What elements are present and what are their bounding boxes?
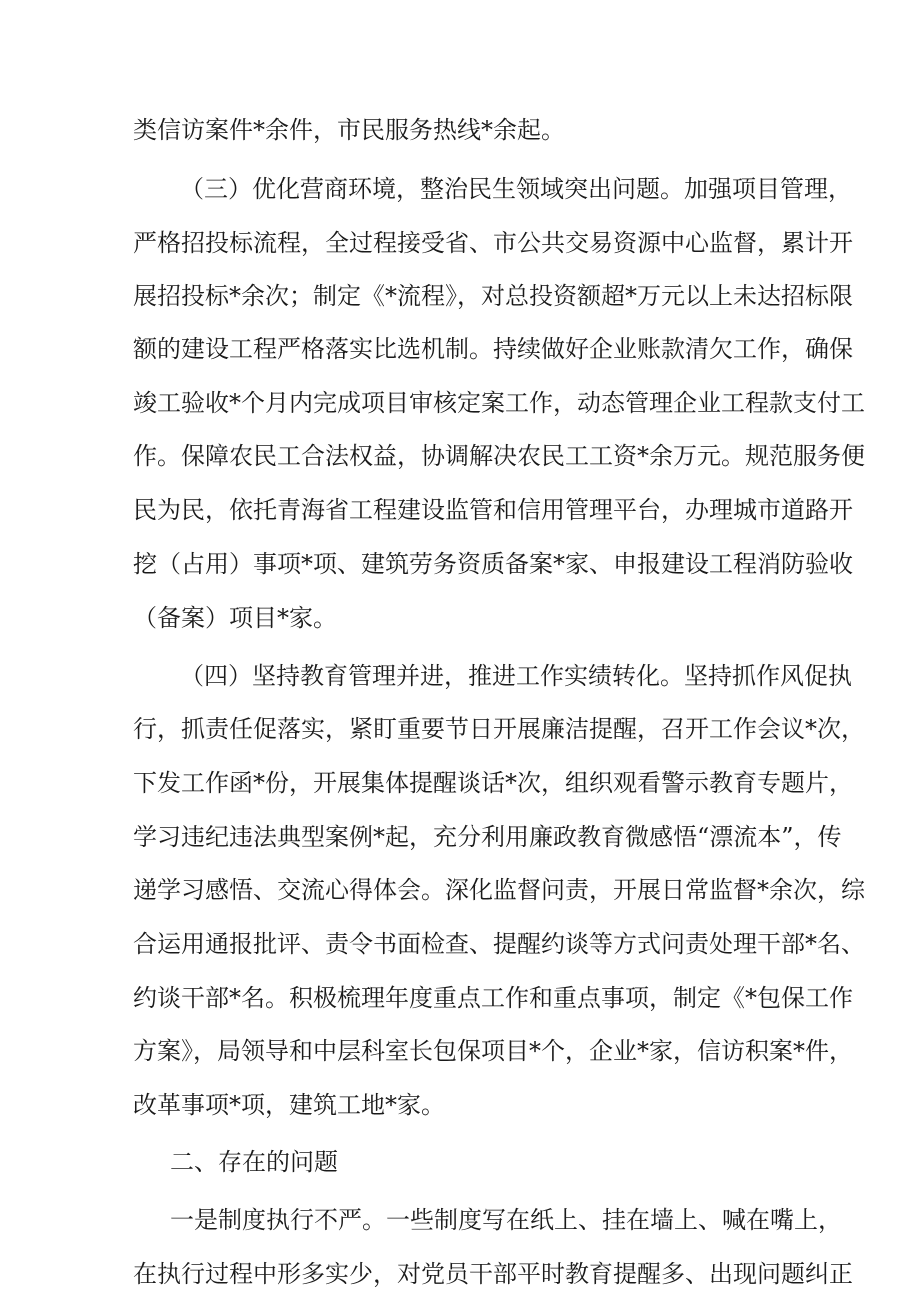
- text-line: （三）优化营商环境，整治民生领域突出问题。加强项目管理，: [180, 175, 852, 203]
- text-line: 展招投标*余次；制定《*流程》，对总投资额超*万元以上未达招标限: [133, 282, 853, 310]
- text-line: 严格招投标流程，全过程接受省、市公共交易资源中心监督，累计开: [133, 229, 853, 257]
- text-line: 民为民，依托青海省工程建设监管和信用管理平台，办理城市道路开: [133, 496, 853, 524]
- text-line: 方案》，局领导和中层科室长包保项目*个，企业*家，信访积案*件，: [133, 1037, 853, 1065]
- text-line: 递学习感悟、交流心得体会。深化监督问责，开展日常监督*余次，综: [133, 876, 865, 904]
- text-line: 学习违纪违法典型案例*起，充分利用廉政教育微感悟“漂流本”，传: [133, 823, 842, 851]
- text-line: 行，抓责任促落实，紧盯重要节日开展廉洁提醒，召开工作会议*次，: [133, 715, 865, 743]
- text-line: 竣工验收*个月内完成项目审核定案工作，动态管理企业工程款支付工: [133, 389, 865, 417]
- text-line: 下发工作函*份，开展集体提醒谈话*次，组织观看警示教育专题片，: [133, 769, 853, 797]
- text-line: 作。保障农民工合法权益，协调解决农民工工资*余万元。规范服务便: [133, 442, 865, 470]
- text-line: （备案）项目*家。: [133, 604, 337, 632]
- section-heading: 二、存在的问题: [170, 1148, 338, 1176]
- text-line: 一是制度执行不严。一些制度写在纸上、挂在墙上、喊在嘴上，: [170, 1206, 842, 1234]
- text-line: 约谈干部*名。积极梳理年度重点工作和重点事项，制定《*包保工作: [133, 984, 853, 1012]
- text-line: 额的建设工程严格落实比选机制。持续做好企业账款清欠工作，确保: [133, 335, 853, 363]
- text-line: （四）坚持教育管理并进，推进工作实绩转化。坚持抓作风促执: [180, 662, 852, 690]
- text-line: 在执行过程中形多实少，对党员干部平时教育提醒多、出现问题纠正: [133, 1260, 853, 1288]
- text-line: 改革事项*项，建筑工地*家。: [133, 1091, 445, 1119]
- text-line: 合运用通报批评、责令书面检查、提醒约谈等方式问责处理干部*名、: [133, 930, 865, 958]
- text-line: 类信访案件*余件，市民服务热线*余起。: [133, 116, 565, 144]
- text-line: 挖（占用）事项*项、建筑劳务资质备案*家、申报建设工程消防验收: [133, 550, 853, 578]
